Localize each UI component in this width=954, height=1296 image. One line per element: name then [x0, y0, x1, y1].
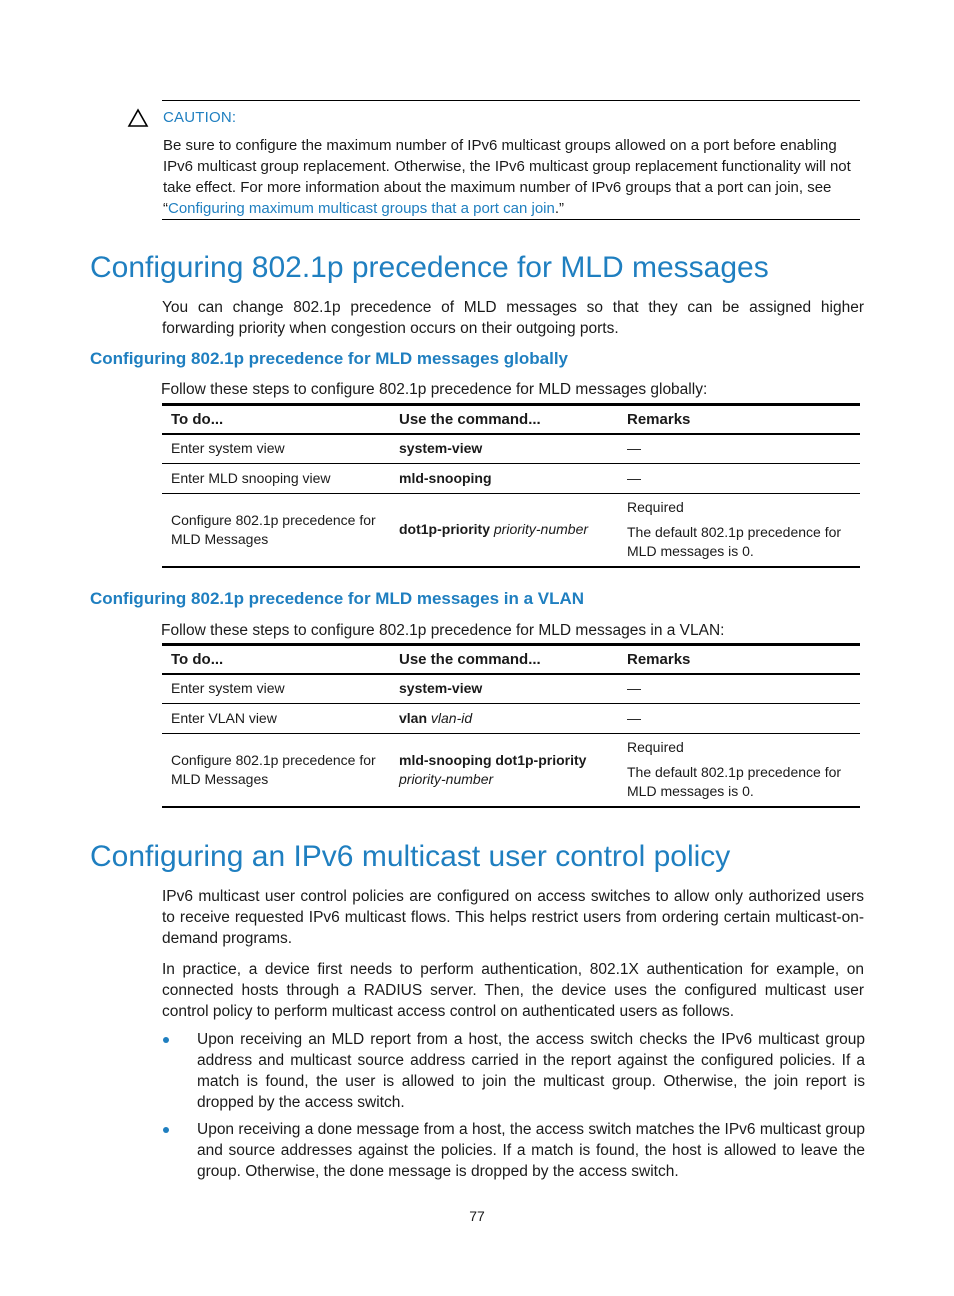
table-header-row	[162, 645, 860, 675]
command-argument: priority-number	[399, 770, 494, 787]
cell-todo: Enter MLD snooping view	[171, 469, 331, 486]
sub2-intro: Follow these steps to configure 802.1p precedence for MLD messages in a VLAN:	[161, 622, 725, 639]
command-text: dot1p-priority	[399, 521, 490, 538]
cell-remarks: —	[627, 469, 641, 486]
header-todo: To do...	[171, 651, 224, 668]
table-globally	[162, 403, 860, 568]
bullet-dot-icon	[163, 1127, 169, 1133]
command-text: system-view	[399, 440, 483, 457]
table-row	[162, 434, 860, 463]
cell-command	[390, 493, 618, 567]
bullet-item-done: Upon receiving a done message from a host, the access switch matches the IPv6 multicast group and source addresses against the policies. If a match is found, the host is allowed to leave the group. Otherwise, the done message is dropped by the access switch.	[197, 1121, 865, 1180]
subsection-title-globally: Configuring 802.1p precedence for MLD messages globally	[90, 349, 569, 368]
remark-default: The default 802.1p precedence for MLD messages is 0.	[627, 524, 842, 560]
cell-remarks: —	[627, 440, 641, 457]
cell-command	[390, 674, 618, 703]
cell-todo: Enter system view	[171, 680, 285, 697]
bullet-item-report: Upon receiving an MLD report from a host, the access switch checks the IPv6 multicast group address and multicast source address carried in the report against the configured policies. If a match is found, the user is allowed to join the multicast group. Otherwise, the join report is dropped by the access switch.	[197, 1031, 865, 1111]
caution-link[interactable]: Configuring maximum multicast groups that a port can join	[168, 200, 555, 217]
bullet-dot-icon	[163, 1037, 169, 1043]
table-header-row	[162, 405, 860, 435]
command-argument: priority-number	[493, 521, 589, 538]
table-vlan	[162, 643, 860, 808]
command-text: mld-snooping	[399, 469, 492, 486]
cell-remarks: —	[627, 680, 641, 697]
sub1-intro: Follow these steps to configure 802.1p precedence for MLD messages globally:	[161, 381, 708, 398]
header-remarks: Remarks	[627, 651, 691, 668]
command-text: mld-snooping dot1p-priority	[399, 751, 587, 768]
cell-todo: Configure 802.1p precedence for MLD Messages	[171, 511, 376, 547]
cell-command	[390, 703, 618, 733]
table-row	[162, 733, 860, 807]
cell-command	[390, 463, 618, 493]
caution-text-after: .”	[554, 200, 565, 217]
command-text: vlan	[399, 709, 428, 726]
caution-top-rule	[162, 100, 860, 101]
section-title-802-1p: Configuring 802.1p precedence for MLD messages	[90, 251, 769, 284]
cell-command	[390, 434, 618, 463]
table-row	[162, 674, 860, 703]
cell-remarks: —	[627, 709, 641, 726]
table-row	[162, 493, 860, 567]
warning-triangle-icon	[127, 108, 149, 128]
command-text: system-view	[399, 680, 483, 697]
header-todo: To do...	[171, 411, 224, 428]
caution-text	[163, 135, 863, 219]
cell-remarks	[618, 493, 860, 567]
section1-paragraph: You can change 802.1p precedence of MLD messages so that they can be assigned higher forwarding priority when congestion occurs on their outgoing ports.	[162, 299, 864, 337]
remark-required: Required	[627, 739, 684, 756]
section-title-user-control-policy: Configuring an IPv6 multicast user control policy	[90, 840, 731, 873]
caution-text-before: Be sure to configure the maximum number of IPv6 multicast groups allowed on a port before enabling IPv6 multicast group replacement. Otherwise, the IPv6 multicast group replacement functionality will not take effect. For more information about the maximum number of IPv6 groups that a port can join, see “	[163, 137, 851, 217]
cell-todo: Enter VLAN view	[171, 709, 277, 726]
cell-todo: Configure 802.1p precedence for MLD Messages	[171, 751, 376, 787]
header-command: Use the command...	[399, 651, 541, 668]
subsection-title-vlan: Configuring 802.1p precedence for MLD messages in a VLAN	[90, 589, 585, 608]
header-command: Use the command...	[399, 411, 541, 428]
table-row	[162, 463, 860, 493]
table-row	[162, 703, 860, 733]
caution-label: CAUTION:	[163, 109, 237, 126]
caution-bottom-rule	[162, 219, 860, 220]
cell-command	[390, 733, 618, 807]
command-argument: vlan-id	[430, 709, 473, 726]
remark-default: The default 802.1p precedence for MLD messages is 0.	[627, 764, 842, 800]
remark-required: Required	[627, 499, 684, 516]
cell-remarks	[618, 733, 860, 807]
header-remarks: Remarks	[627, 411, 691, 428]
section2-paragraph-2: In practice, a device first needs to perform authentication, 802.1X authentication for example, on connected hosts through a RADIUS server. Then, the device uses the configured multicast user control policy to perform multicast access control on authenticated users as follows.	[162, 961, 864, 1020]
cell-todo: Enter system view	[171, 440, 285, 457]
section2-paragraph-1: IPv6 multicast user control policies are configured on access switches to allow only authorized users to receive requested IPv6 multicast flows. This helps restrict users from ordering certain multicast-on-demand programs.	[162, 888, 864, 947]
page-number: 77	[469, 1208, 485, 1224]
